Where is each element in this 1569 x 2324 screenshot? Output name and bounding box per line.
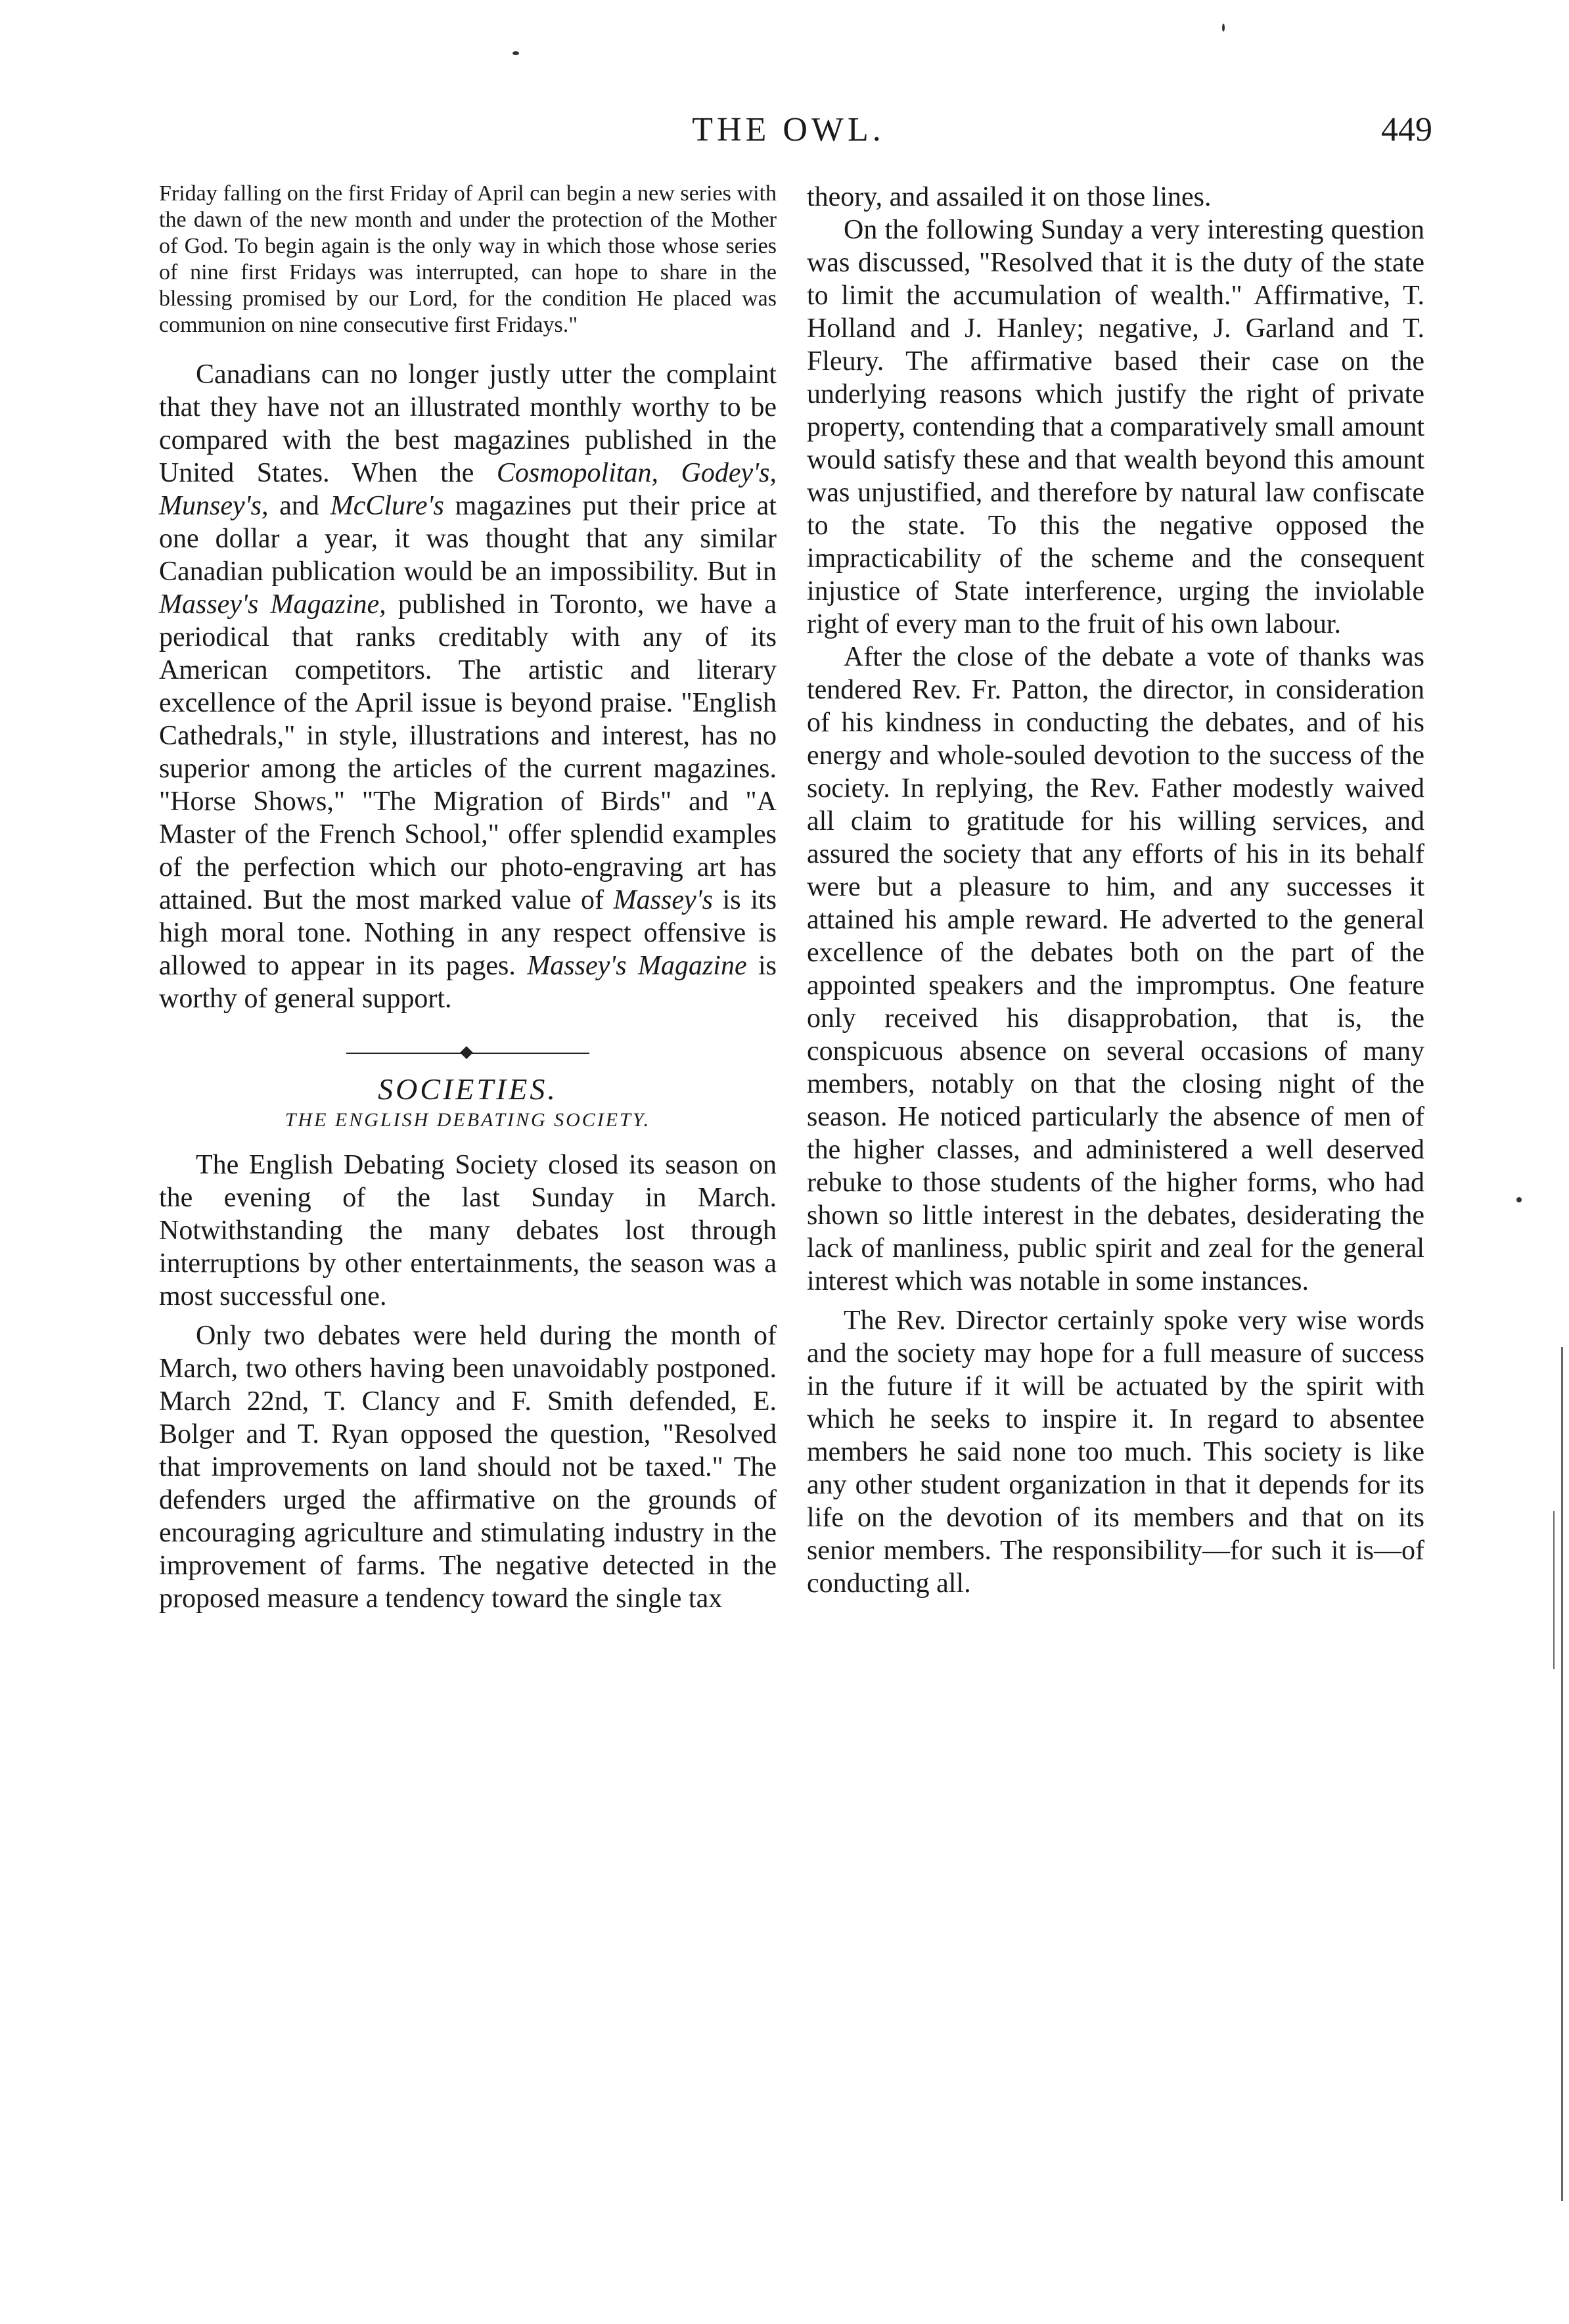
- scan-speck: [1222, 24, 1225, 32]
- title-godeys: Godey's,: [681, 458, 777, 488]
- subsection-title: THE ENGLISH DEBATING SOCIETY.: [284, 1109, 651, 1131]
- title-masseys-magazine: Massey's Magazine,: [159, 589, 386, 620]
- page-number: 449: [1381, 111, 1432, 148]
- right-column: [807, 181, 1424, 1600]
- magazine-review-paragraph: [159, 358, 777, 1015]
- review-text-5: is worthy of general support.: [159, 951, 777, 1014]
- continued-text: theory, and assailed it on those lines.: [807, 182, 1212, 212]
- journal-title: THE OWL.: [692, 111, 885, 148]
- divider-ornament-icon: [460, 1046, 473, 1059]
- scan-speck: [1516, 1197, 1522, 1202]
- quoted-passage: Friday falling on the first Friday of April can begin a new series with the dawn of the new month and under the protection of the Mother of God. To begin again is the only way in which those whose series of nine first Fridays was interrupted, can hope to share in the blessing promised by our Lord, for the condition He placed was communion on nine consecutive first Fridays.": [159, 181, 777, 337]
- vote-of-thanks-paragraph: After the close of the debate a vote of thanks was tendered Rev. Fr. Patton, the director, in consideration of his kindness in conducting the debates, and of his energy and whole-souled devotion to the success of the society. In replying, the Rev. Father modestly waived all claim to gratitude for his willing services, and assured the society that any efforts of his in its behalf were but a pleasure to him, and any successes it attained his ample reward. He adverted to the general excellence of the debates both on the part of the appointed speakers and the impromptus. One feature only received his disapprobation, that is, the conspicuous absence on several occasions of many members, notably on that the closing night of the season. He noticed particularly the absence of men of the higher classes, and administered a well deserved rebuke to those students of the higher forms, who had shown so little interest in the debates, desiderating the lack of manliness, public spirit and zeal for the general interest which was notable in some instances.: [807, 642, 1424, 1296]
- section-title: SOCIETIES.: [378, 1072, 558, 1106]
- review-sep-3: and: [268, 491, 330, 521]
- left-column: [159, 181, 777, 1615]
- society-paragraph-1: The English Debating Society closed its season on the evening of the last Sunday in March. Notwithstanding the many debates lost through interruptions by other entertainments, the season was a most successful one.: [159, 1150, 777, 1311]
- review-sep-1: [658, 458, 681, 488]
- running-head: [0, 110, 1569, 170]
- director-remarks-paragraph: The Rev. Director certainly spoke very wise words and the society may hope for a full measure of success in the future if it will be actuated by the spirit with which he seeks to inspire it. In regard to absentee members he said none too much. This society is like any other student organization in that it depends for its life on the devotion of its members and that on its senior members. The responsibility—for such it is—of conducting all.: [807, 1306, 1424, 1599]
- scan-edge-mark: [1561, 1347, 1563, 2201]
- title-masseys: Massey's: [613, 885, 713, 915]
- debate-paragraph: On the following Sunday a very interesting question was discussed, "Resolved that it is the duty of the state to limit the accumulation of wealth." Affirmative, T. Holland and J. Hanley; negative, J. Garland and T. Fleury. The affirmative based their case on the underlying reasons which justify the right of private property, contending that a comparatively small amount would satisfy these and that wealth beyond this amount was unjustified, and therefore by natural law confiscate to the state. To this the negative opposed the impracticability of the scheme and the consequent injustice of State interference, urging the inviolable right of every man to the fruit of his own labour.: [807, 215, 1424, 639]
- scan-speck: [512, 51, 519, 55]
- review-text-3: published in Toronto, we have a periodical that ranks creditably with any of its American competitors. The artistic and literary excellence of the April issue is beyond praise. "English Cathedrals," in style, illustrations and interest, has no superior among the articles of the current magazines. "Horse Shows," "The Migration of Birds" and "A Master of the French School," offer splendid examples of the perfection which our photo-engraving art has attained. But the most marked value of: [159, 589, 777, 915]
- section-divider: [159, 1041, 777, 1065]
- society-paragraph-2: Only two debates were held during the month of March, two others having been unavoidably postponed. March 22nd, T. Clancy and F. Smith defended, E. Bolger and T. Ryan opposed the question, "Resolved that improvements on land should not be taxed." The defenders urged the affirmative on the grounds of encouraging agriculture and stimulating industry in the improvement of farms. The negative detected in the proposed measure a tendency toward the single tax: [159, 1321, 777, 1614]
- title-mcclures: McClure's: [330, 491, 444, 521]
- review-text-2: magazines put their price at one dollar a year, it was thought that any similar Canadian publication would be an impossibility. But in: [159, 491, 777, 587]
- title-cosmopolitan: Cosmopolitan,: [496, 458, 659, 488]
- review-text-1: Canadians can no longer justly utter the complaint that they have not an illustrated monthly worthy to be compared with the best magazines published in the United States. When the: [159, 359, 777, 488]
- review-text-4: is its high moral tone. Nothing in any respect offensive is allowed to appear in its pages.: [159, 885, 777, 981]
- title-munseys: Munsey's,: [159, 491, 269, 521]
- scan-edge-mark: [1553, 1511, 1555, 1669]
- title-masseys-magazine-2: Massey's Magazine: [527, 951, 747, 981]
